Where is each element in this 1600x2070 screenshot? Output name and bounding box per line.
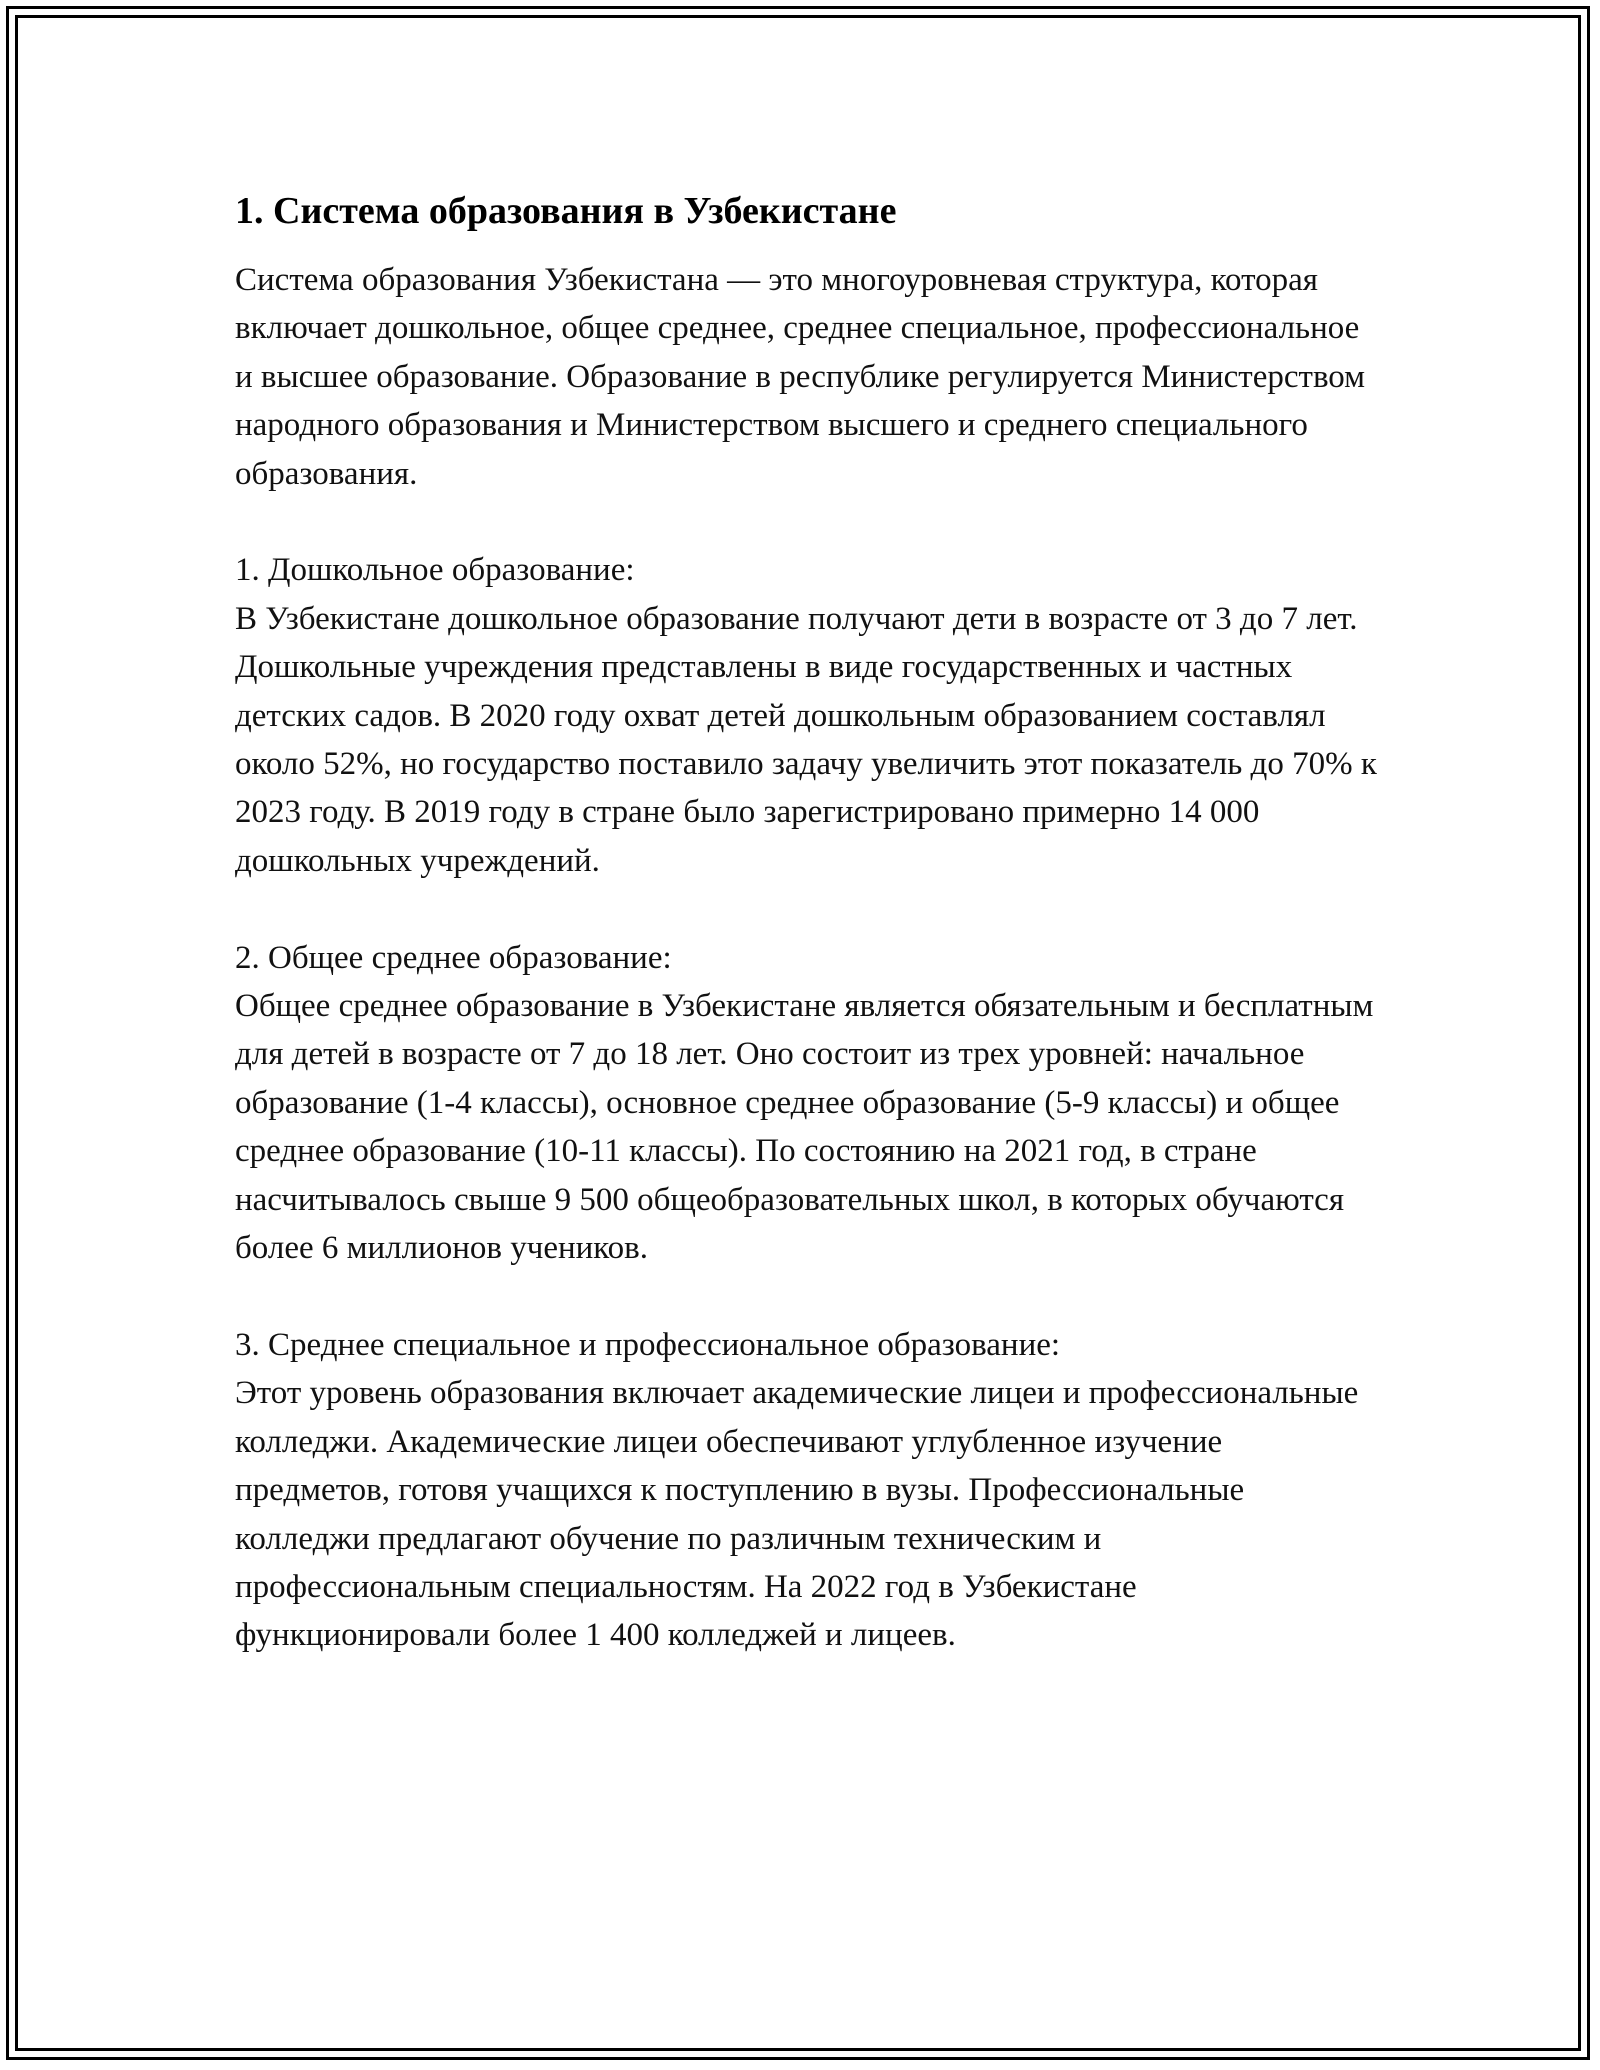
- section-vocational: [235, 1321, 1385, 1660]
- section-preschool: [235, 546, 1385, 885]
- section-body: В Узбекистане дошкольное образование получают дети в возрасте от 3 до 7 лет. Дошкольные учреждения представлены в виде государственных и частных детских садов. В 2020 году охват детей дошкольным образованием составлял около 52%, но государство поставило задачу увеличить этот показатель до 70% к 2023 году. В 2019 году в стране было зарегистрировано примерно 14 000 дошкольных учреждений.: [235, 600, 1377, 879]
- document-heading: 1. Система образования в Узбекистане: [235, 190, 897, 232]
- section-title: 2. Общее среднее образование:: [235, 939, 672, 976]
- document-body: [235, 187, 1385, 1660]
- section-body: Общее среднее образование в Узбекистане является обязательным и бесплатным для детей в возрасте от 7 до 18 лет. Оно состоит из трех уровней: начальное образование (1-4 классы), основное среднее образование (5-9 классы) и общее среднее образование (10-11 классы). По состоянию на 2021 год, в стране насчитывалось свыше 9 500 общеобразовательных школ, в которых обучаются более 6 миллионов учеников.: [235, 988, 1374, 1267]
- intro-paragraph: Система образования Узбекистана — это многоуровневая структура, которая включает дошкольное, общее среднее, среднее специальное, профессиональное и высшее образование. Образование в республике регулируется Министерством народного образования и Министерством высшего и среднего специального образования.: [235, 262, 1366, 492]
- section-general-secondary: [235, 934, 1385, 1273]
- section-body: Этот уровень образования включает академические лицеи и профессиональные колледжи. Академические лицеи обеспечивают углубленное изучение предметов, готовя учащихся к поступлению в вузы. Профессиональные колледжи предлагают обучение по различным техническим и профессиональным специальностям. На 2022 год в Узбекистане функционировали более 1 400 колледжей и лицеев.: [235, 1375, 1359, 1654]
- section-title: 1. Дошкольное образование:: [235, 552, 635, 589]
- section-title: 3. Среднее специальное и профессиональное образование:: [235, 1326, 1061, 1363]
